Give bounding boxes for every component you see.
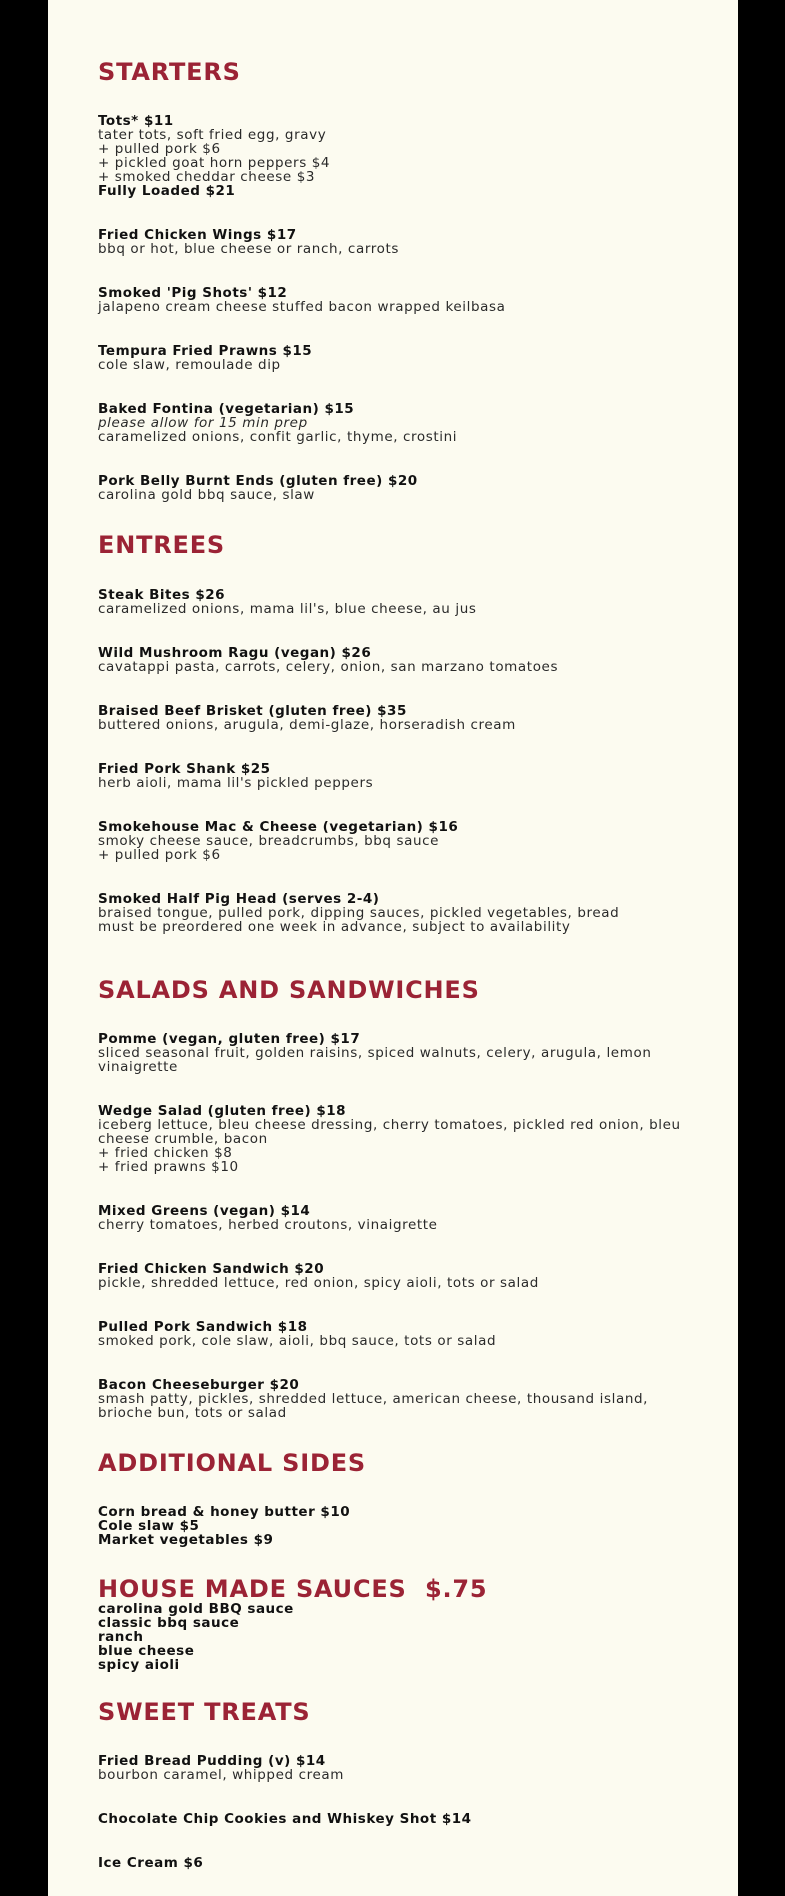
item-addon: + fried prawns $10 (98, 1159, 239, 1175)
item-description: vinaigrette (98, 1059, 178, 1075)
menu-item-mac-and-cheese (98, 820, 708, 862)
section-heading: SALADS AND SANDWICHES (98, 976, 480, 1004)
section-title-salads-sandwiches (98, 976, 708, 1004)
item-name: Braised Beef Brisket (gluten free) $35 (98, 703, 407, 719)
item-description: smash patty, pickles, shredded lettuce, american cheese, thousand island, (98, 1391, 649, 1407)
menu-item-wedge-salad (98, 1104, 708, 1174)
item-description: smoked pork, cole slaw, aioli, bbq sauce, tots or salad (98, 1333, 497, 1349)
section-title-house-made-sauces (98, 1575, 708, 1603)
section-title-sweet-treats (98, 1698, 708, 1726)
section-heading: HOUSE MADE SAUCES $.75 (98, 1575, 488, 1603)
item-description: jalapeno cream cheese stuffed bacon wrapped keilbasa (98, 299, 506, 315)
menu-item-mixed-greens (98, 1204, 708, 1232)
item-name: Ice Cream $6 (98, 1855, 204, 1871)
menu-item-fried-chicken-sandwich (98, 1262, 708, 1290)
section-heading: SWEET TREATS (98, 1698, 311, 1726)
item-description: sliced seasonal fruit, golden raisins, spiced walnuts, celery, arugula, lemon (98, 1045, 652, 1061)
item-addon: + pulled pork $6 (98, 141, 221, 157)
item-description: cherry tomatoes, herbed croutons, vinaigrette (98, 1217, 438, 1233)
menu-item-tempura-prawns (98, 344, 708, 372)
item-description: caramelized onions, mama lil's, blue cheese, au jus (98, 601, 477, 617)
item-description: pickle, shredded lettuce, red onion, spicy aioli, tots or salad (98, 1275, 539, 1291)
item-upgrade: Fully Loaded $21 (98, 183, 236, 199)
item-name: Tempura Fried Prawns $15 (98, 343, 313, 359)
menu-item-pulled-pork-sandwich (98, 1320, 708, 1348)
item-name: Bacon Cheeseburger $20 (98, 1377, 300, 1393)
menu-item-steak-bites (98, 588, 708, 616)
sauces-list (98, 1602, 294, 1672)
item-description: cavatappi pasta, carrots, celery, onion, san marzano tomatoes (98, 659, 559, 675)
item-description: carolina gold bbq sauce, slaw (98, 487, 315, 503)
item-name: Fried Pork Shank $25 (98, 761, 271, 777)
list-item: spicy aioli (98, 1657, 180, 1673)
item-addon: + smoked cheddar cheese $3 (98, 169, 316, 185)
menu-item-ice-cream (98, 1856, 708, 1870)
item-description: cole slaw, remoulade dip (98, 357, 281, 373)
section-heading: ENTREES (98, 531, 226, 559)
item-name: Tots* $11 (98, 113, 174, 129)
list-item: classic bbq sauce (98, 1615, 240, 1631)
list-item: carolina gold BBQ sauce (98, 1601, 294, 1617)
item-description: brioche bun, tots or salad (98, 1405, 287, 1421)
item-name: Pork Belly Burnt Ends (gluten free) $20 (98, 473, 418, 489)
item-addon: + pickled goat horn peppers $4 (98, 155, 331, 171)
item-name: Chocolate Chip Cookies and Whiskey Shot $14 (98, 1811, 472, 1827)
menu-item-cookies-whiskey (98, 1812, 708, 1826)
menu-item-pig-shots (98, 286, 708, 314)
menu-page (48, 0, 738, 1896)
item-description: tater tots, soft fried egg, gravy (98, 127, 327, 143)
item-description: bourbon caramel, whipped cream (98, 1767, 344, 1783)
item-description: caramelized onions, confit garlic, thyme, crostini (98, 429, 458, 445)
menu-item-baked-fontina (98, 402, 708, 444)
list-item: blue cheese (98, 1643, 195, 1659)
menu-item-fried-chicken-wings (98, 228, 708, 256)
section-title-additional-sides (98, 1449, 708, 1477)
item-name: Smoked 'Pig Shots' $12 (98, 285, 288, 301)
item-name: Fried Bread Pudding (v) $14 (98, 1753, 326, 1769)
menu-item-pork-belly (98, 474, 708, 502)
item-note: please allow for 15 min prep (98, 415, 308, 431)
menu-item-bread-pudding (98, 1754, 708, 1782)
item-description: braised tongue, pulled pork, dipping sauces, pickled vegetables, bread (98, 905, 620, 921)
item-description: iceberg lettuce, bleu cheese dressing, cherry tomatoes, pickled red onion, bleu (98, 1117, 681, 1133)
item-name: Pulled Pork Sandwich $18 (98, 1319, 308, 1335)
menu-item-tots (98, 114, 708, 198)
item-addon: + pulled pork $6 (98, 847, 221, 863)
item-note: must be preordered one week in advance, subject to availability (98, 919, 571, 935)
item-name: Smoked Half Pig Head (serves 2-4) (98, 891, 380, 907)
menu-item-pomme (98, 1032, 708, 1074)
list-item: Cole slaw $5 (98, 1518, 200, 1534)
item-name: Wild Mushroom Ragu (vegan) $26 (98, 645, 372, 661)
item-name: Pomme (vegan, gluten free) $17 (98, 1031, 361, 1047)
item-description: cheese crumble, bacon (98, 1131, 268, 1147)
list-item: ranch (98, 1629, 144, 1645)
section-heading: ADDITIONAL SIDES (98, 1449, 366, 1477)
item-name: Wedge Salad (gluten free) $18 (98, 1103, 347, 1119)
item-description: bbq or hot, blue cheese or ranch, carrots (98, 241, 399, 257)
menu-item-half-pig-head (98, 892, 708, 934)
menu-item-mushroom-ragu (98, 646, 708, 674)
item-name: Fried Chicken Sandwich $20 (98, 1261, 325, 1277)
menu-item-bacon-cheeseburger (98, 1378, 708, 1420)
menu-item-pork-shank (98, 762, 708, 790)
item-name: Fried Chicken Wings $17 (98, 227, 297, 243)
item-description: herb aioli, mama lil's pickled peppers (98, 775, 374, 791)
list-item: Market vegetables $9 (98, 1532, 274, 1548)
item-addon: + fried chicken $8 (98, 1145, 233, 1161)
section-title-starters (98, 58, 708, 86)
item-name: Mixed Greens (vegan) $14 (98, 1203, 311, 1219)
item-name: Steak Bites $26 (98, 587, 226, 603)
item-description: smoky cheese sauce, breadcrumbs, bbq sauce (98, 833, 440, 849)
list-item: Corn bread & honey butter $10 (98, 1504, 351, 1520)
section-title-entrees (98, 531, 708, 559)
item-name: Baked Fontina (vegetarian) $15 (98, 401, 355, 417)
section-heading: STARTERS (98, 58, 241, 86)
sides-list (98, 1505, 350, 1547)
item-description: buttered onions, arugula, demi-glaze, horseradish cream (98, 717, 516, 733)
menu-item-beef-brisket (98, 704, 708, 732)
item-name: Smokehouse Mac & Cheese (vegetarian) $16 (98, 819, 459, 835)
